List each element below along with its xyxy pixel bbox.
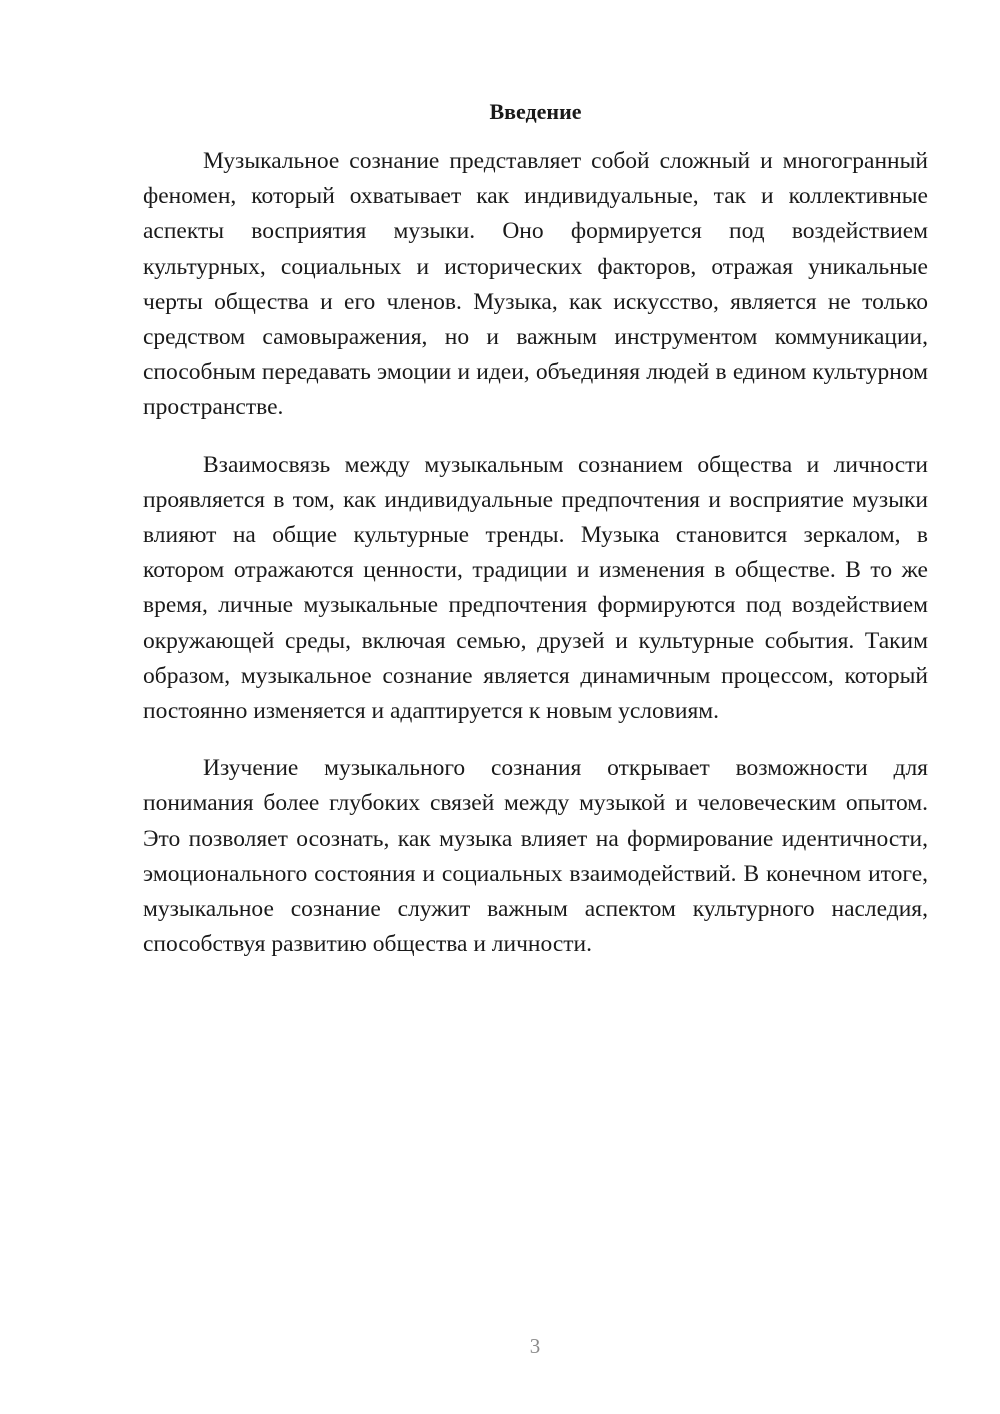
paragraph-1: Музыкальное сознание представляет собой сложный и многогранный феномен, который охватывает как индивидуальные, так и коллективные аспекты восприятия музыки. Оно формируется под воздействием культурных, социальных и исторических факторов, отражая уникальные черты общества и его членов. Музыка, как искусство, является не только средством самовыражения, но и важным инструментом коммуникации, способным передавать эмоции и идеи, объединяя людей в едином культурном пространстве. <box>143 148 928 421</box>
body-text <box>143 144 928 984</box>
paragraph-3: Изучение музыкального сознания открывает возможности для понимания более глубоких связей между музыкой и человеческим опытом. Это позволяет осознать, как музыка влияет на формирование идентичности, эмоционального состояния и социальных взаимодействий. В конечном итоге, музыкальное сознание служит важным аспектом культурного наследия, способствуя развитию общества и личности. <box>143 755 928 958</box>
page-number: 3 <box>529 1334 541 1358</box>
section-heading: Введение <box>489 99 582 124</box>
paragraph-2: Взаимосвязь между музыкальным сознанием общества и личности проявляется в том, как индивидуальные предпочтения и восприятие музыки влияют на общие культурные тренды. Музыка становится зеркалом, в котором отражаются ценности, традиции и изменения в обществе. В то же время, личные музыкальные предпочтения формируются под воздействием окружающей среды, включая семью, друзей и культурные события. Таким образом, музыкальное сознание является динамичным процессом, который постоянно изменяется и адаптируется к новым условиям. <box>143 451 928 725</box>
